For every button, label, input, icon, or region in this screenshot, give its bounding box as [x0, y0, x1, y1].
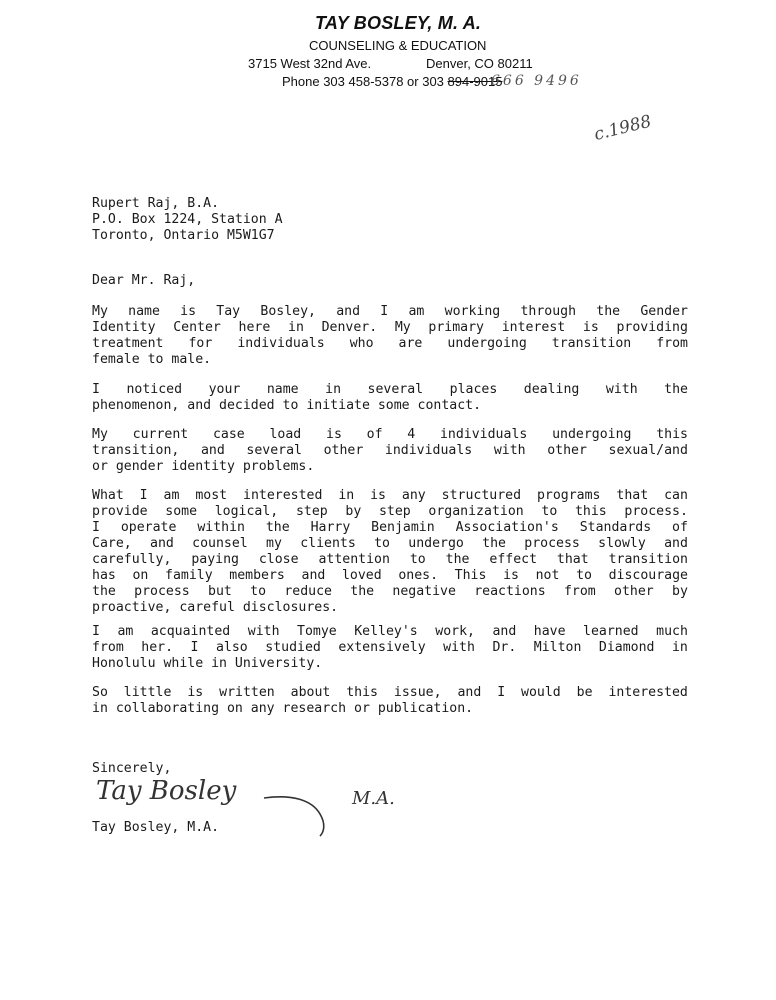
paragraph-line: I operate within the Harry Benjamin Association's Standards of: [92, 520, 688, 535]
typed-signature-name: Tay Bosley, M.A.: [92, 820, 220, 835]
handwritten-phone: 666 9496: [491, 73, 582, 89]
letterhead-subtitle: COUNSELING & EDUCATION: [309, 38, 487, 53]
paragraph-line: I am acquainted with Tomye Kelley's work, and have learned much: [92, 624, 688, 639]
paragraph-line: So little is written about this issue, and I would be interested: [92, 685, 688, 700]
paragraph-line: has on family members and loved ones. This is not to discourage: [92, 568, 688, 583]
paragraph-line: proactive, careful disclosures.: [92, 600, 339, 615]
paragraph-line: or gender identity problems.: [92, 459, 315, 474]
closing: Sincerely,: [92, 761, 172, 776]
paragraph-line: treatment for individuals who are undergoing transition from: [92, 336, 688, 351]
paragraph-line: My current case load is of 4 individuals undergoing this: [92, 427, 688, 442]
signature-flourish-icon: [262, 790, 332, 838]
paragraph-line: from her. I also studied extensively with Dr. Milton Diamond in: [92, 640, 688, 655]
letterhead-street: 3715 West 32nd Ave.: [248, 56, 372, 71]
paragraph-line: transition, and several other individuals with other sexual/and: [92, 443, 688, 458]
handwritten-signature: Tay Bosley: [96, 776, 237, 806]
paragraph-line: phenomenon, and decided to initiate some contact.: [92, 398, 482, 413]
recipient-line: Rupert Raj, B.A.: [92, 196, 220, 211]
paragraph-line: carefully, paying close attention to the effect that transition: [92, 552, 688, 567]
letterhead-name: TAY BOSLEY, M. A.: [315, 13, 482, 33]
paragraph-line: Identity Center here in Denver. My primary interest is providing: [92, 320, 688, 335]
letterhead-city: Denver, CO 80211: [426, 56, 533, 71]
paragraph-line: the process but to reduce the negative reactions from other by: [92, 584, 688, 599]
salutation: Dear Mr. Raj,: [92, 273, 196, 288]
paragraph-line: My name is Tay Bosley, and I am working through the Gender: [92, 304, 688, 319]
paragraph-line: What I am most interested in is any structured programs that can: [92, 488, 688, 503]
handwritten-signature-suffix: M.A.: [352, 788, 395, 809]
paragraph-line: in collaborating on any research or publication.: [92, 701, 474, 716]
paragraph-line: Honolulu while in University.: [92, 656, 323, 671]
phone-struck-number: 894-9015: [447, 74, 503, 89]
phone-prefix: Phone 303 458-5378 or 303: [282, 74, 448, 89]
paragraph-line: female to male.: [92, 352, 212, 367]
recipient-line: P.O. Box 1224, Station A: [92, 212, 283, 227]
paragraph-line: Care, and counsel my clients to undergo the process slowly and: [92, 536, 688, 551]
letterhead-phone: [282, 74, 502, 89]
handwritten-date-annotation: c.1988: [592, 111, 654, 145]
paragraph-line: provide some logical, step by step organization to this process.: [92, 504, 688, 519]
recipient-line: Toronto, Ontario M5W1G7: [92, 228, 275, 243]
paragraph-line: I noticed your name in several places dealing with the: [92, 382, 688, 397]
